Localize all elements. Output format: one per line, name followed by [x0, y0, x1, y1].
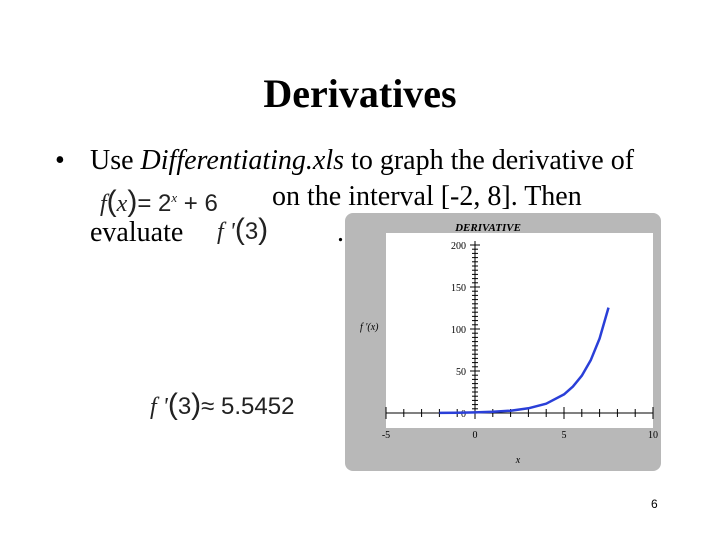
- derivative-expression: f '(3): [217, 213, 269, 246]
- y-axis-label: f '(x): [360, 322, 379, 333]
- x-axis-label: x: [515, 455, 521, 466]
- function-equation: $f(x)= 2^x + 6$: [100, 185, 218, 218]
- y-tick-label: 150: [451, 283, 466, 294]
- file-name: Differentiating.xls: [140, 145, 345, 176]
- sentence-period: .: [337, 217, 344, 248]
- x-tick-label: 0: [472, 430, 478, 441]
- plot-area: [386, 233, 653, 428]
- x-tick-label: 10: [648, 430, 658, 441]
- chart-title: DERIVATIVE: [455, 222, 521, 234]
- bullet-marker: •: [55, 145, 65, 176]
- y-tick-label: 0: [461, 409, 466, 420]
- y-tick-label: 100: [451, 325, 466, 336]
- x-tick-label: -5: [381, 430, 391, 441]
- bullet-text-line-3: evaluate: [90, 217, 184, 248]
- bullet-text-line-1: Use Differentiating.xls to graph the derivative of: [90, 145, 635, 176]
- bullet-text-line-2: on the interval [-2, 8]. Then: [272, 181, 582, 212]
- derivative-chart: [345, 213, 661, 471]
- chart-canvas: [345, 213, 661, 471]
- page-number: 6: [651, 497, 658, 511]
- slide-title: Derivatives: [263, 71, 457, 116]
- derivative-result: f '(3)≈ 5.5452: [150, 388, 295, 421]
- x-tick-label: 5: [561, 430, 567, 441]
- y-tick-label: 50: [456, 367, 466, 378]
- y-tick-label: 200: [451, 241, 466, 252]
